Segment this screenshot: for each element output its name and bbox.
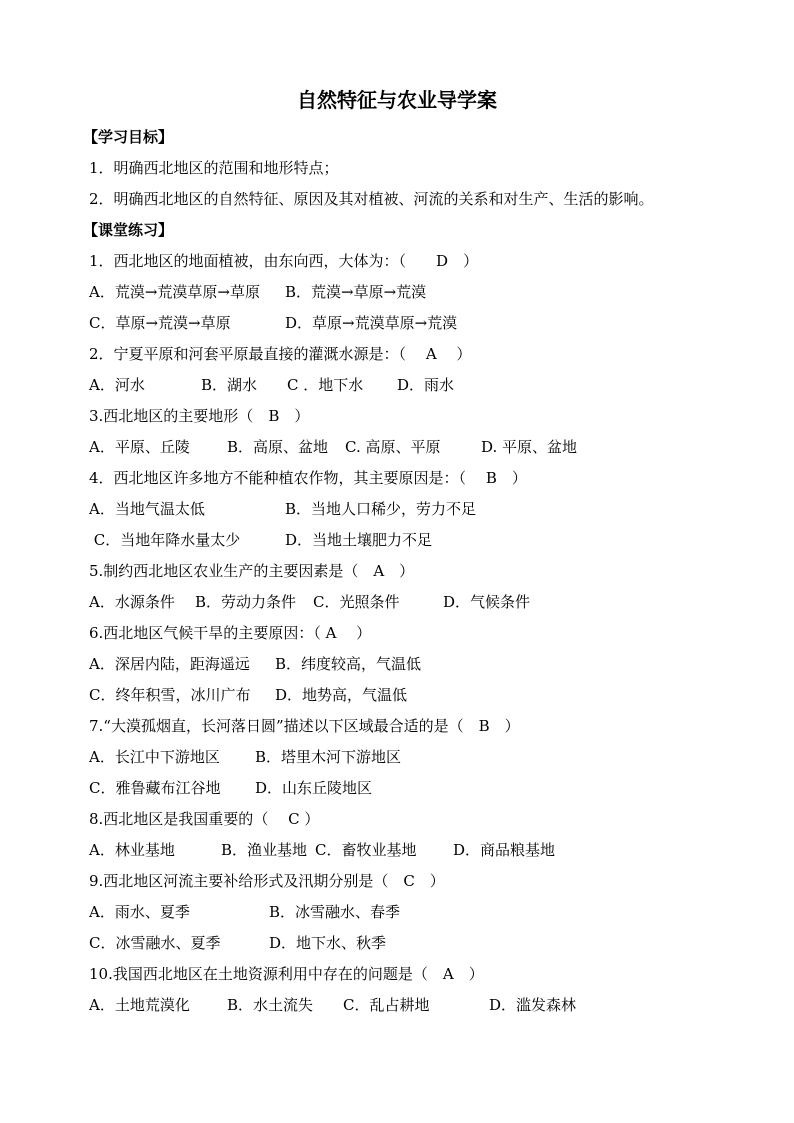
option-text: D．商品粮基地 bbox=[453, 841, 556, 859]
question-stem: 8.西北地区是我国重要的（ C ） bbox=[89, 810, 320, 828]
option-line bbox=[89, 928, 769, 959]
option-text: B．当地人口稀少，劳力不足 bbox=[285, 500, 477, 518]
option-line bbox=[89, 649, 769, 680]
option-line bbox=[89, 990, 769, 1021]
option-text: A．雨水、夏季 bbox=[89, 903, 190, 921]
option-line bbox=[89, 897, 769, 928]
option-text: C．畜牧业基地 bbox=[315, 841, 417, 859]
option-text: B．劳动力条件 bbox=[195, 593, 297, 611]
option-line bbox=[89, 742, 769, 773]
option-text: A．长江中下游地区 bbox=[89, 748, 220, 766]
option-text: B．水土流失 bbox=[227, 996, 314, 1014]
option-line bbox=[89, 370, 769, 401]
question-stem: 2．宁夏平原和河套平原最直接的灌溉水源是：（ A ） bbox=[89, 345, 472, 363]
option-text: D．地势高，气温低 bbox=[275, 686, 408, 704]
option-line bbox=[89, 835, 769, 866]
goal-item: 1．明确西北地区的范围和地形特点； bbox=[89, 159, 339, 177]
option-line bbox=[89, 308, 769, 339]
option-text: D．草原→荒漠草原→荒漠 bbox=[285, 314, 458, 332]
option-line bbox=[89, 680, 769, 711]
option-text: C．乱占耕地 bbox=[343, 996, 430, 1014]
question-stem: 1．西北地区的地面植被，由东向西，大体为：（ D ） bbox=[89, 252, 479, 270]
option-text: B．冰雪融水、春季 bbox=[269, 903, 401, 921]
section-heading-goals: 【学习目标】 bbox=[83, 128, 174, 146]
option-text: A．土地荒漠化 bbox=[89, 996, 190, 1014]
option-text: A．平原、丘陵 bbox=[89, 438, 190, 456]
option-text: B．塔里木河下游地区 bbox=[255, 748, 402, 766]
goal-item: 2．明确西北地区的自然特征、原因及其对植被、河流的关系和对生产、生活的影响。 bbox=[89, 190, 654, 208]
question-stem: 10.我国西北地区在土地资源利用中存在的问题是（ A ） bbox=[89, 965, 484, 983]
option-text: D. 平原、盆地 bbox=[481, 438, 578, 456]
option-text: B．高原、盆地 bbox=[227, 438, 329, 456]
option-line bbox=[89, 432, 769, 463]
option-line bbox=[89, 525, 769, 556]
option-text: B．湖水 bbox=[201, 376, 258, 394]
document-body bbox=[83, 122, 769, 1021]
option-text: A．林业基地 bbox=[89, 841, 175, 859]
option-text: C．冰雪融水、夏季 bbox=[89, 934, 221, 952]
question-stem: 7.“大漠孤烟直，长河落日圆”描述以下区域最合适的是（ B ） bbox=[89, 717, 520, 735]
question-stem: 4．西北地区许多地方不能种植农作物，其主要原因是：（ B ） bbox=[89, 469, 527, 487]
option-text: D．雨水 bbox=[397, 376, 455, 394]
option-text: A．水源条件 bbox=[89, 593, 175, 611]
option-text: C．当地年降水量太少 bbox=[89, 531, 241, 549]
option-line bbox=[89, 587, 769, 618]
option-text: D．当地土壤肥力不足 bbox=[285, 531, 433, 549]
option-line bbox=[89, 773, 769, 804]
option-line bbox=[89, 277, 769, 308]
section-heading-practice: 【课堂练习】 bbox=[83, 221, 174, 239]
option-line bbox=[89, 494, 769, 525]
option-text: C. 高原、平原 bbox=[345, 438, 441, 456]
option-text: D．气候条件 bbox=[443, 593, 531, 611]
page-title: 自然特征与农业导学案 bbox=[297, 88, 497, 112]
option-text: C．光照条件 bbox=[313, 593, 400, 611]
option-text: C ．地下水 bbox=[287, 376, 364, 394]
option-text: C．终年积雪，冰川广布 bbox=[89, 686, 251, 704]
option-text: A．深居内陆，距海遥远 bbox=[89, 655, 250, 673]
option-text: D．滥发森林 bbox=[489, 996, 577, 1014]
option-text: D．地下水、秋季 bbox=[269, 934, 387, 952]
question-stem: 6.西北地区气候干旱的主要原因：（ A ） bbox=[89, 624, 372, 642]
question-stem: 3.西北地区的主要地形（ B ） bbox=[89, 407, 310, 425]
option-text: B．渔业基地 bbox=[221, 841, 308, 859]
question-stem: 5.制约西北地区农业生产的主要因素是（ A ） bbox=[89, 562, 415, 580]
option-text: C．草原→荒漠→草原 bbox=[89, 314, 231, 332]
option-text: A．当地气温太低 bbox=[89, 500, 205, 518]
option-text: B．荒漠→草原→荒漠 bbox=[285, 283, 427, 301]
option-text: A．河水 bbox=[89, 376, 145, 394]
option-text: D．山东丘陵地区 bbox=[255, 779, 373, 797]
option-text: A．荒漠→荒漠草原→草原 bbox=[89, 283, 260, 301]
option-text: B．纬度较高，气温低 bbox=[275, 655, 422, 673]
option-text: C．雅鲁藏布江谷地 bbox=[89, 779, 221, 797]
question-stem: 9.西北地区河流主要补给形式及汛期分别是（ C ） bbox=[89, 872, 445, 890]
